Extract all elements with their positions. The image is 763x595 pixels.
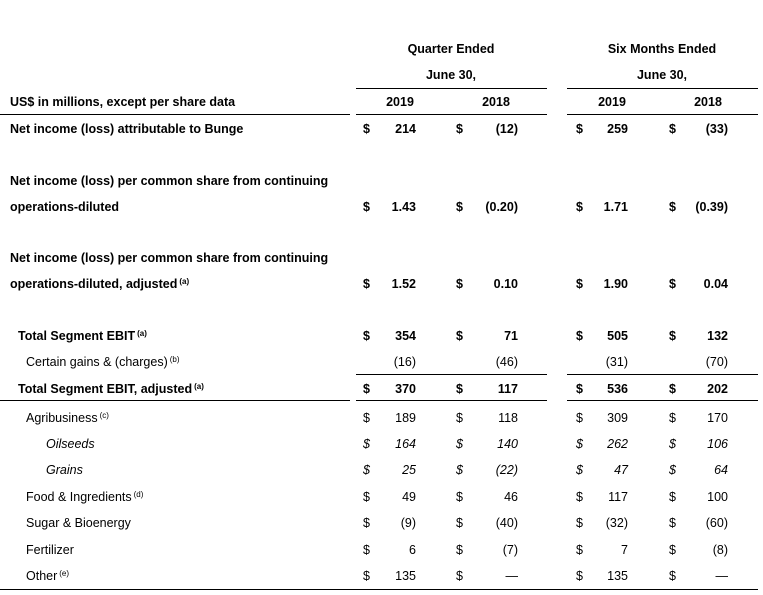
currency-symbol: $ — [669, 569, 676, 583]
cell-value: 100 — [707, 490, 728, 504]
currency-symbol: $ — [456, 463, 463, 477]
currency-symbol: $ — [456, 569, 463, 583]
currency-symbol: $ — [576, 122, 583, 136]
footnote-ref: (c) — [99, 411, 109, 420]
footnote-ref: (a) — [137, 329, 147, 338]
currency-symbol: $ — [669, 463, 676, 477]
cell-value: 7 — [621, 543, 628, 557]
cell-value: (16) — [393, 355, 416, 369]
units-label: US$ in millions, except per share data — [10, 95, 236, 109]
cell-value: 25 — [402, 463, 416, 477]
cell-value: (7) — [502, 543, 518, 557]
currency-symbol: $ — [669, 200, 676, 214]
cell-value: (46) — [495, 355, 518, 369]
quarter-ended-header: Quarter Ended — [407, 42, 495, 56]
currency-symbol: $ — [456, 329, 463, 343]
currency-symbol: $ — [669, 382, 676, 396]
currency-symbol: $ — [576, 200, 583, 214]
cell-value: (0.20) — [485, 200, 518, 214]
footnote-ref: (e) — [59, 569, 70, 578]
cell-value: (60) — [705, 516, 728, 530]
currency-symbol: $ — [456, 543, 463, 557]
currency-symbol: $ — [576, 411, 583, 425]
cell-value: 64 — [714, 463, 728, 477]
cell-value: 118 — [498, 411, 518, 425]
cell-value: 71 — [504, 329, 518, 343]
currency-symbol: $ — [363, 329, 370, 343]
currency-symbol: $ — [669, 490, 676, 504]
header-rule-six — [567, 88, 758, 89]
currency-symbol: $ — [363, 277, 370, 291]
cell-value: (31) — [605, 355, 628, 369]
total-rule-six — [567, 400, 758, 401]
subtotal-rule-six — [567, 374, 758, 375]
cell-value: 0.10 — [493, 277, 518, 291]
units-rule-six — [567, 114, 758, 115]
row-label-eps-line1: Net income (loss) per common share from continuing — [10, 174, 329, 188]
row-label-eps-diluted: operations-diluted — [10, 200, 120, 214]
currency-symbol: $ — [456, 437, 463, 451]
cell-value: 214 — [395, 122, 416, 136]
year-s-2018: 2018 — [694, 95, 722, 109]
currency-symbol: $ — [576, 463, 583, 477]
cell-value: 47 — [614, 463, 628, 477]
cell-value: 164 — [395, 437, 416, 451]
cell-value: 170 — [707, 411, 728, 425]
currency-symbol: $ — [669, 437, 676, 451]
currency-symbol: $ — [363, 569, 370, 583]
year-q-2019: 2019 — [386, 95, 414, 109]
cell-value: 0.04 — [703, 277, 728, 291]
currency-symbol: $ — [363, 411, 370, 425]
currency-symbol: $ — [576, 329, 583, 343]
cell-value: — — [505, 569, 518, 583]
row-label-eps-adjusted: operations-diluted, adjusted $^{(a)}$ — [10, 277, 190, 291]
row-label-agribusiness: Agribusiness $^{(c)}$ — [26, 411, 109, 425]
currency-symbol: $ — [456, 277, 463, 291]
currency-symbol: $ — [363, 437, 370, 451]
cell-value: 117 — [497, 382, 518, 396]
row-label-other: Other $^{(e)}$ — [26, 569, 70, 583]
row-label-grains: Grains — [46, 463, 83, 477]
row-label-sugar-bioenergy: Sugar & Bioenergy — [26, 516, 131, 530]
currency-symbol: $ — [669, 329, 676, 343]
cell-value: 132 — [707, 329, 728, 343]
footnote-ref: (b) — [169, 355, 180, 364]
cell-value: (0.39) — [695, 200, 728, 214]
cell-value: 189 — [395, 411, 416, 425]
currency-symbol: $ — [576, 543, 583, 557]
cell-value: 309 — [607, 411, 628, 425]
row-label-total-segment-ebit-adjusted: Total Segment EBIT, adjusted $^{(a)}$ — [18, 382, 204, 396]
currency-symbol: $ — [669, 516, 676, 530]
quarter-date-header: June 30, — [425, 68, 477, 82]
cell-value: (22) — [495, 463, 518, 477]
cell-value: 202 — [707, 382, 728, 396]
currency-symbol: $ — [669, 122, 676, 136]
footnote-ref: (d) — [133, 490, 144, 499]
cell-value: 1.43 — [391, 200, 416, 214]
row-label-food-ingredients: Food & Ingredients $^{(d)}$ — [26, 490, 144, 504]
currency-symbol: $ — [576, 382, 583, 396]
currency-symbol: $ — [669, 277, 676, 291]
currency-symbol: $ — [576, 569, 583, 583]
cell-value: 106 — [707, 437, 728, 451]
currency-symbol: $ — [363, 463, 370, 477]
currency-symbol: $ — [576, 516, 583, 530]
units-rule-quarter — [356, 114, 547, 115]
currency-symbol: $ — [363, 382, 370, 396]
year-s-2019: 2019 — [598, 95, 626, 109]
cell-value: (70) — [705, 355, 728, 369]
row-label-fertilizer: Fertilizer — [26, 543, 74, 557]
row-label-certain-gains: Certain gains & (charges) $^{(b)}$ — [26, 355, 180, 369]
cell-value: 135 — [607, 569, 628, 583]
cell-value: 6 — [409, 543, 416, 557]
cell-value: 135 — [395, 569, 416, 583]
row-label-eps-adj-line1: Net income (loss) per common share from continuing — [10, 251, 329, 265]
cell-value: (40) — [495, 516, 518, 530]
cell-value: 117 — [608, 490, 628, 504]
year-q-2018: 2018 — [482, 95, 510, 109]
cell-value: 49 — [402, 490, 416, 504]
row-label-oilseeds: Oilseeds — [46, 437, 95, 451]
cell-value: (12) — [495, 122, 518, 136]
cell-value: (33) — [705, 122, 728, 136]
currency-symbol: $ — [456, 516, 463, 530]
row-label-net-income: Net income (loss) attributable to Bunge — [10, 122, 244, 136]
cell-value: 370 — [395, 382, 416, 396]
currency-symbol: $ — [363, 516, 370, 530]
currency-symbol: $ — [363, 122, 370, 136]
currency-symbol: $ — [576, 437, 583, 451]
currency-symbol: $ — [576, 490, 583, 504]
total-rule-left — [0, 400, 350, 401]
cell-value: 140 — [497, 437, 518, 451]
footnote-ref: (a) — [194, 382, 204, 391]
cell-value: 46 — [504, 490, 518, 504]
cell-value: 354 — [395, 329, 416, 343]
cell-value: (32) — [605, 516, 628, 530]
subtotal-rule-quarter — [356, 374, 547, 375]
currency-symbol: $ — [363, 200, 370, 214]
cell-value: 1.90 — [603, 277, 628, 291]
cell-value: 1.71 — [603, 200, 628, 214]
cell-value: 536 — [607, 382, 628, 396]
six-months-ended-header: Six Months Ended — [607, 42, 717, 56]
cell-value: (9) — [400, 516, 416, 530]
currency-symbol: $ — [456, 411, 463, 425]
cell-value: (8) — [712, 543, 728, 557]
units-rule-left — [0, 114, 350, 115]
bottom-rule — [0, 589, 758, 590]
currency-symbol: $ — [669, 543, 676, 557]
cell-value: 259 — [607, 122, 628, 136]
currency-symbol: $ — [363, 490, 370, 504]
currency-symbol: $ — [456, 490, 463, 504]
cell-value: — — [715, 569, 728, 583]
six-months-date-header: June 30, — [636, 68, 688, 82]
cell-value: 262 — [607, 437, 628, 451]
currency-symbol: $ — [576, 277, 583, 291]
currency-symbol: $ — [456, 382, 463, 396]
currency-symbol: $ — [456, 122, 463, 136]
currency-symbol: $ — [363, 543, 370, 557]
currency-symbol: $ — [669, 411, 676, 425]
row-label-total-segment-ebit: Total Segment EBIT $^{(a)}$ — [18, 329, 147, 343]
header-rule-quarter — [356, 88, 547, 89]
currency-symbol: $ — [456, 200, 463, 214]
cell-value: 1.52 — [391, 277, 416, 291]
cell-value: 505 — [607, 329, 628, 343]
footnote-ref: (a) — [179, 277, 190, 286]
total-rule-quarter — [356, 400, 547, 401]
